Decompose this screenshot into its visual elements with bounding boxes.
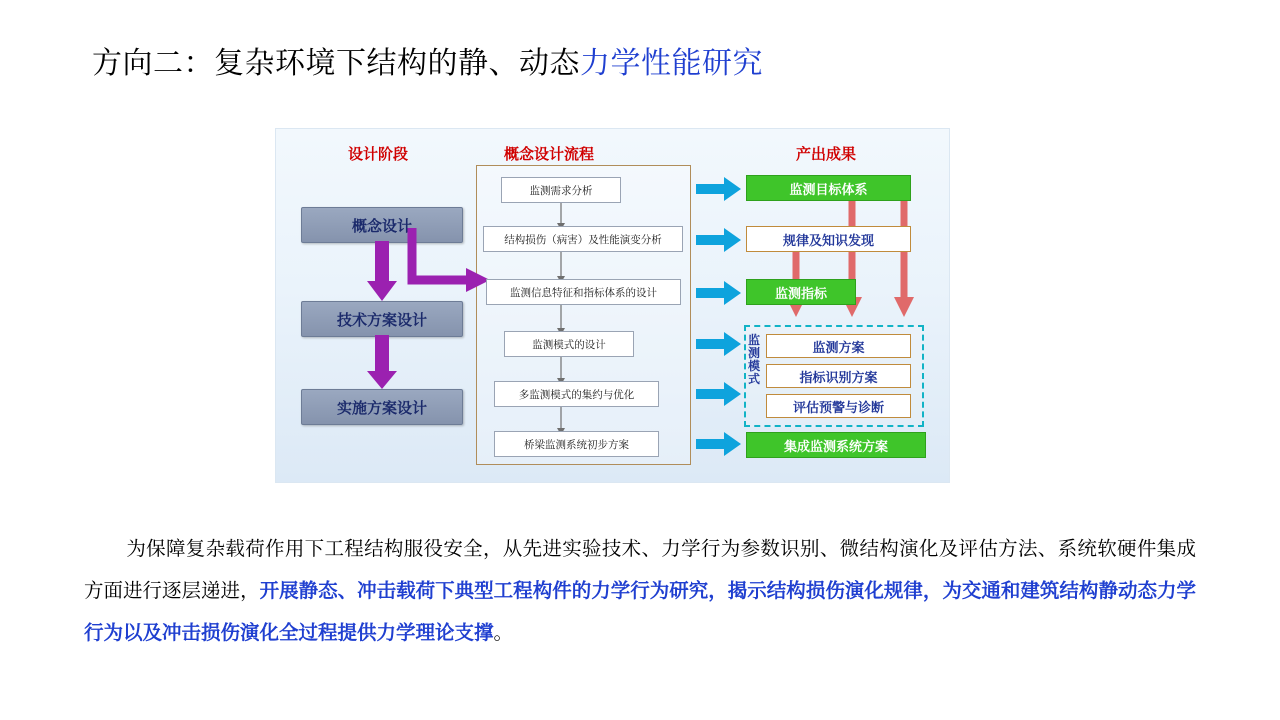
- stage-box-concept-design: 概念设计: [301, 207, 463, 243]
- output-box-monitoring-indicators: 监测指标: [746, 279, 856, 305]
- output-box-assessment-warning-diagnosis: 评估预警与诊断: [766, 394, 911, 418]
- flow-box-6: 桥梁监测系统初步方案: [494, 431, 659, 457]
- body-paragraph: [84, 528, 1196, 654]
- page-title-main: 方向二：复杂环境下结构的静、动态: [92, 47, 580, 80]
- column-heading-concept-flow: 概念设计流程: [504, 146, 595, 163]
- purple-arrow-down-1: [364, 241, 400, 303]
- flow-connectors: [481, 173, 686, 463]
- column-heading-outputs: 产出成果: [796, 146, 857, 163]
- paragraph-emphasis: 开展静态、冲击载荷下典型工程构件的力学行为研究，揭示结构损伤演化规律，为交通和建筑结构静动态力学行为以及冲击损伤演化全过程提供力学理论支撑: [84, 580, 1196, 644]
- red-feedback-arrows: [774, 189, 929, 339]
- output-box-indicator-identification-plan: 指标识别方案: [766, 364, 911, 388]
- page-title-accent: 力学性能研究: [580, 47, 763, 80]
- column-heading-design-stage: 设计阶段: [348, 146, 409, 163]
- purple-arrow-down-2: [364, 335, 400, 391]
- blue-arrow-2: [696, 228, 742, 252]
- blue-arrow-1: [696, 177, 742, 201]
- stage-box-implementation-plan: 实施方案设计: [301, 389, 463, 425]
- paragraph-part-2: 。: [493, 622, 514, 644]
- flow-box-5: 多监测模式的集约与优化: [494, 381, 659, 407]
- blue-arrow-5: [696, 382, 742, 406]
- flow-box-4: 监测模式的设计: [504, 331, 634, 357]
- flow-box-2: 结构损伤（病害）及性能演变分析: [483, 226, 683, 252]
- flow-box-3: 监测信息特征和指标体系的设计: [486, 279, 681, 305]
- blue-arrow-4: [696, 332, 742, 356]
- output-box-monitoring-target-system: 监测目标体系: [746, 175, 911, 201]
- page-title: [92, 38, 763, 82]
- blue-arrow-3: [696, 281, 742, 305]
- output-box-integrated-monitoring-system: 集成监测系统方案: [746, 432, 926, 458]
- stage-box-technical-plan: 技术方案设计: [301, 301, 463, 337]
- blue-arrow-6: [696, 432, 742, 456]
- paragraph-part-1: 为保障复杂载荷作用下工程结构服役安全，从先进实验技术、力学行为参数识别、微结构演化及评估方法、系统软硬件集成方面进行逐层递进，: [84, 538, 1196, 602]
- monitoring-mode-label: 监测模式: [747, 333, 760, 386]
- flow-box-1: 监测需求分析: [501, 177, 621, 203]
- output-box-monitoring-plan: 监测方案: [766, 334, 911, 358]
- output-box-knowledge-discovery: 规律及知识发现: [746, 226, 911, 252]
- diagram-panel: [275, 128, 950, 483]
